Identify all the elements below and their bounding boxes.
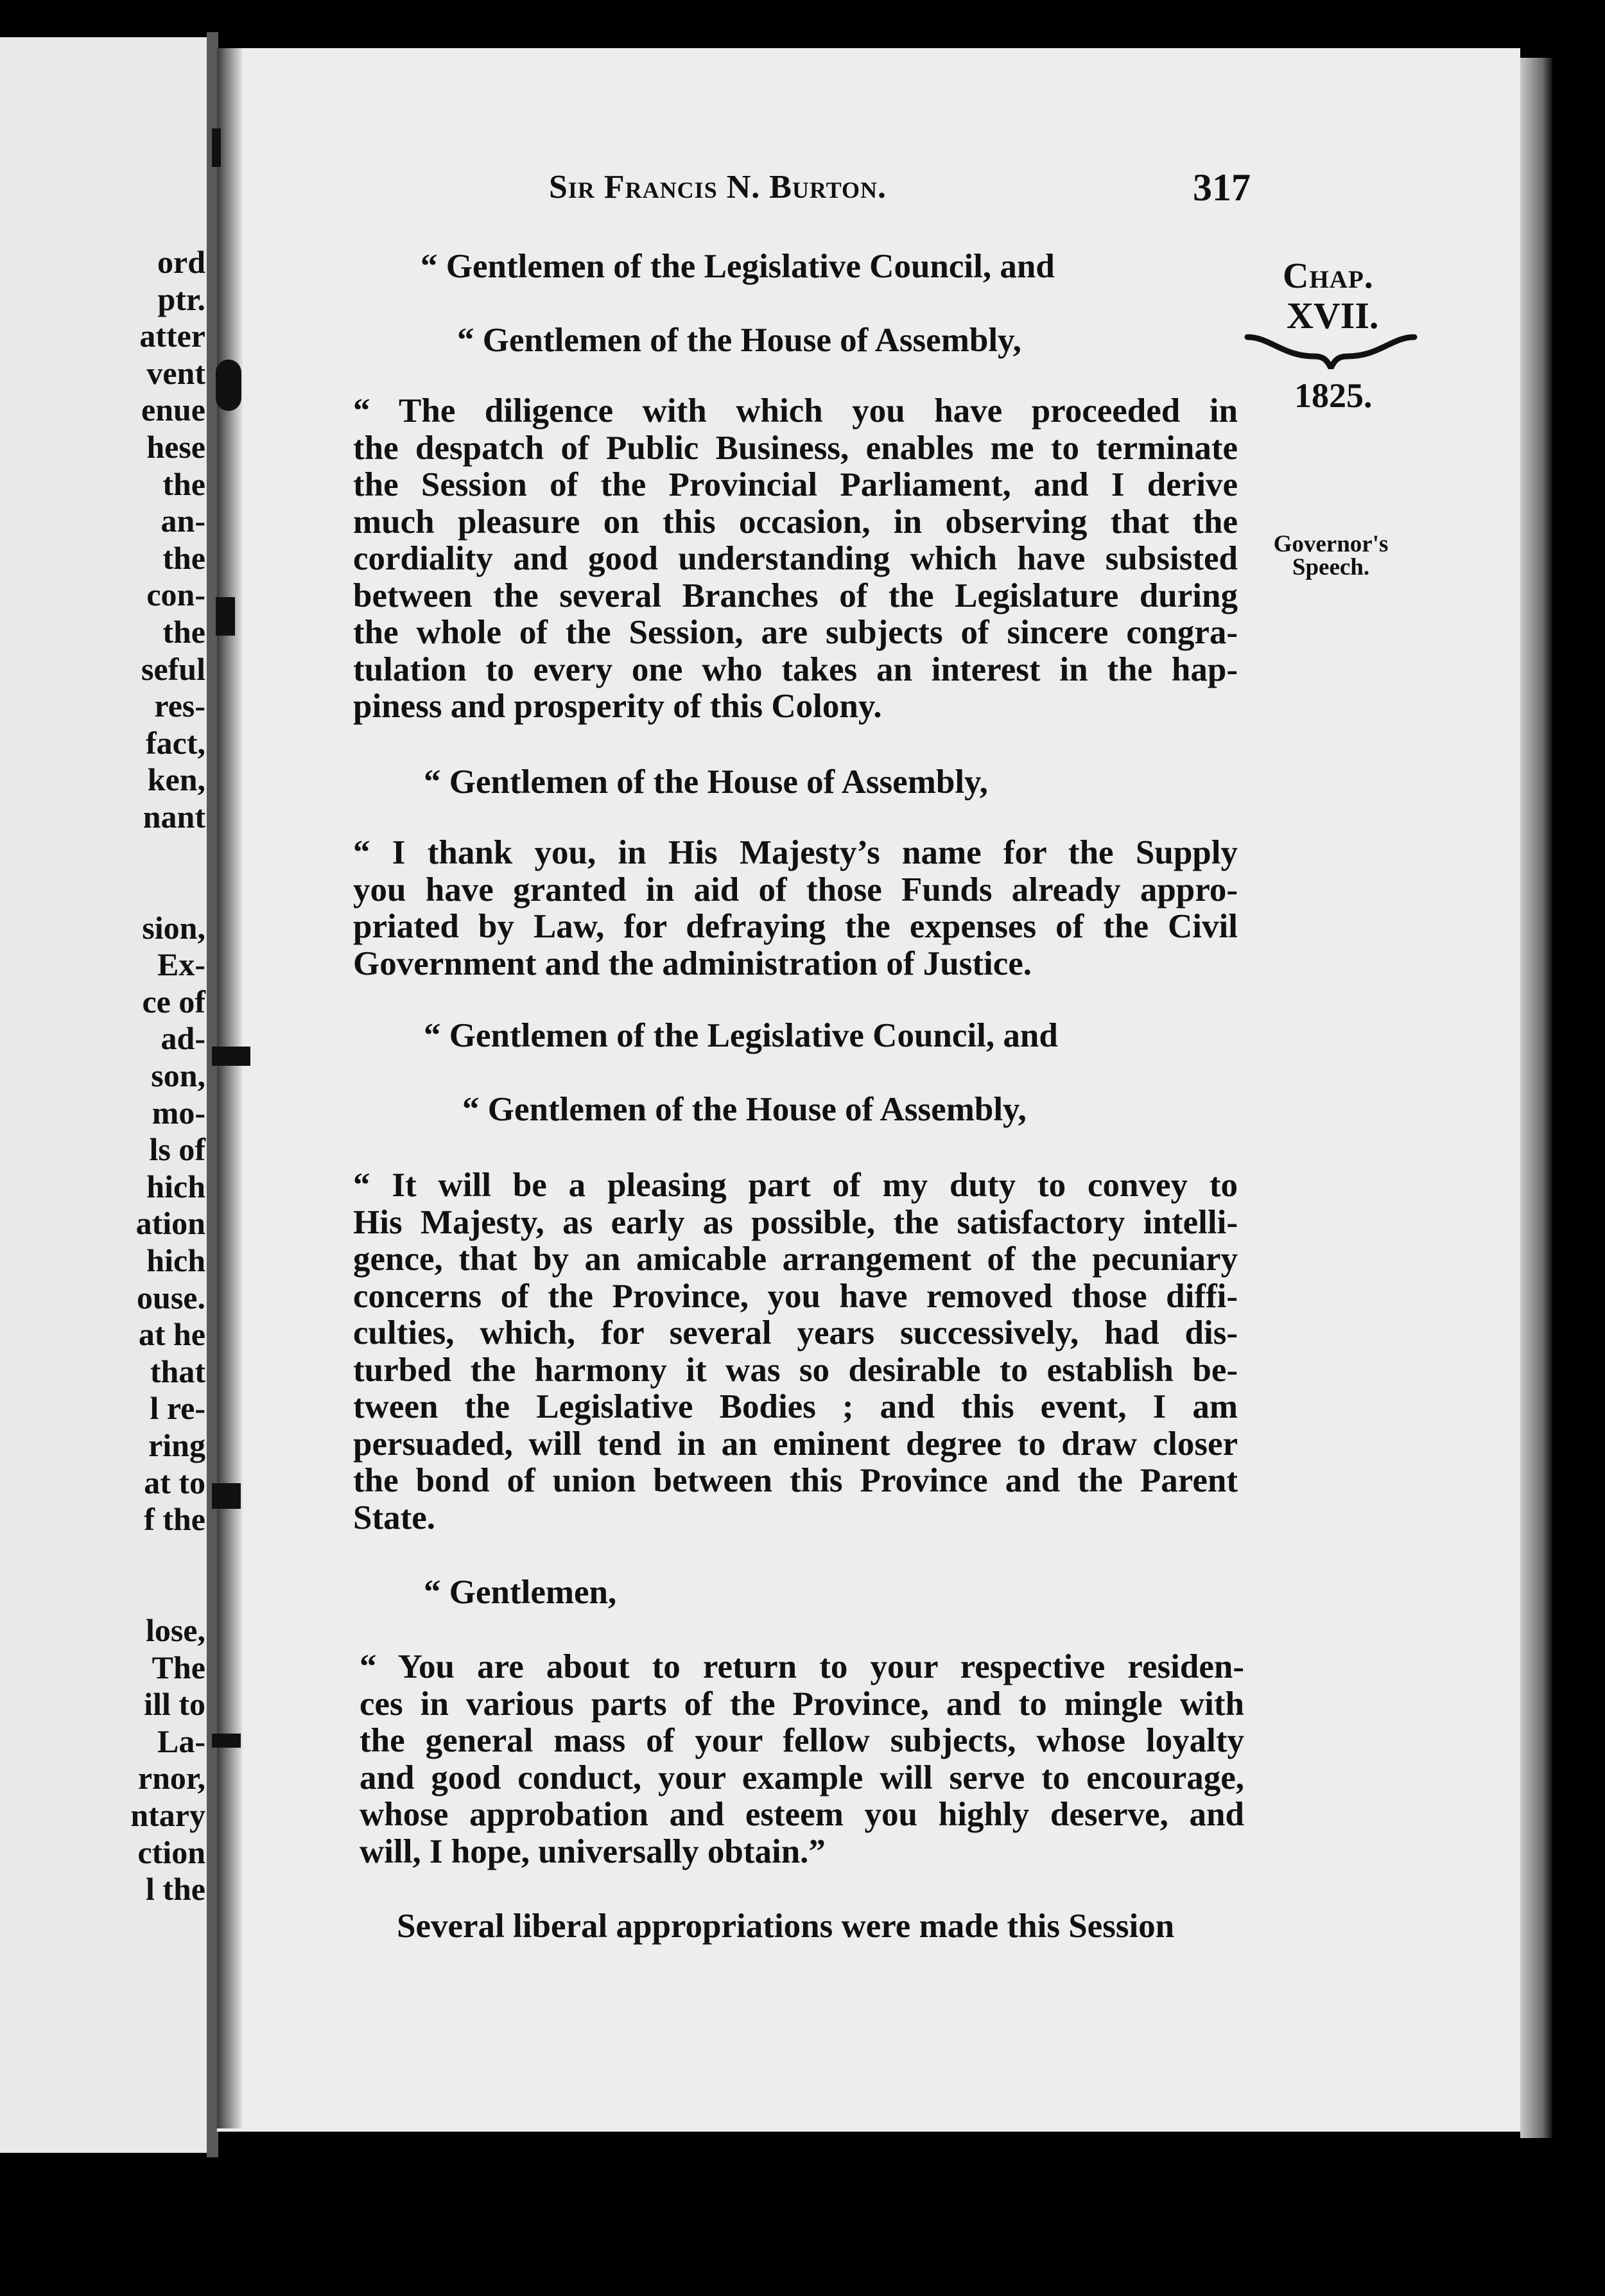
facing-page-line: l the (145, 1871, 205, 1908)
facing-page-line: the (162, 539, 205, 576)
year-note: 1825. (1294, 376, 1373, 415)
facing-page-line: ill to (144, 1686, 205, 1723)
text-line: Government and the administration of Justice. (353, 944, 1032, 982)
facing-page-line: ntary (130, 1796, 205, 1833)
text-line: the bond of union between this Province and the Parent (353, 1462, 1238, 1499)
facing-page-line: the (162, 465, 205, 502)
binding-mark (212, 1047, 250, 1066)
facing-page-line: seful (141, 650, 205, 687)
text-line: His Majesty, as early as possible, the satisfactory intelli- (353, 1203, 1238, 1241)
facing-page-line: ring (148, 1427, 205, 1463)
facing-page-line: lose, (145, 1612, 205, 1648)
text-line: much pleasure on this occasion, in observing that the (353, 503, 1238, 541)
facing-page-line: ce of (142, 983, 205, 1020)
address-heading: “ Gentlemen of the House of Assembly, (457, 322, 1021, 359)
binding-mark (216, 597, 235, 636)
facing-page-line: at he (138, 1316, 205, 1353)
paragraph (353, 835, 1238, 982)
facing-page-line: hese (146, 428, 205, 465)
text-line: the whole of the Session, are subjects of sincere congra- (353, 614, 1238, 651)
text-line: the general mass of your fellow subjects, whose loyalty (360, 1722, 1244, 1759)
text-line: ces in various parts of the Province, and to mingle with (360, 1685, 1244, 1723)
text-line: “ It will be a pleasing part of my duty to convey to (353, 1167, 1238, 1204)
facing-page-line: ouse. (137, 1279, 205, 1316)
text-line: “ You are about to return to your respective residen- (360, 1648, 1244, 1685)
facing-page-line: that (150, 1353, 205, 1389)
running-head: Sir Francis N. Burton. (549, 169, 887, 205)
paragraph (360, 1649, 1244, 1870)
address-heading: “ Gentlemen of the Legislative Council, and (421, 248, 1055, 285)
facing-page-line: son, (151, 1057, 205, 1094)
facing-page-line: mo- (152, 1094, 205, 1131)
chapter-number: XVII. (1287, 295, 1379, 336)
text-line: persuaded, will tend in an eminent degree to draw closer (353, 1425, 1238, 1463)
text-line: whose approbation and esteem you highly deserve, and (360, 1796, 1244, 1833)
facing-page-line: The (152, 1649, 205, 1685)
sidenote-line: Governor's (1273, 531, 1389, 557)
facing-page-left (0, 37, 212, 2153)
facing-page-line: con- (146, 577, 205, 613)
text-line: tween the Legislative Bodies ; and this event, I am (353, 1388, 1238, 1425)
text-line: turbed the harmony it was so desirable to establish be- (353, 1351, 1238, 1389)
text-line: State. (353, 1499, 436, 1536)
facing-page-line: ad- (160, 1020, 205, 1057)
text-line: “ The diligence with which you have proceeded in (353, 392, 1238, 430)
address-heading: “ Gentlemen, (424, 1574, 617, 1611)
facing-page-line: Ex- (157, 946, 205, 983)
facing-page-line: f the (144, 1501, 205, 1538)
facing-page-line: nant (143, 798, 205, 835)
binding-mark (212, 128, 221, 167)
text-line: culties, which, for several years successively, had dis- (353, 1314, 1238, 1352)
text-line: priated by Law, for defraying the expenses of the Civil (353, 908, 1238, 945)
facing-page-line: hich (146, 1168, 205, 1205)
binding-mark (212, 1734, 241, 1748)
facing-page-line: fact, (146, 724, 205, 761)
facing-page-line: the (162, 613, 205, 650)
paragraph (353, 1167, 1238, 1536)
text-line: and good conduct, your example will serve to encourage, (360, 1759, 1244, 1796)
text-line: piness and prosperity of this Colony. (353, 688, 882, 725)
text-line: cordiality and good understanding which have subsisted (353, 540, 1238, 577)
facing-page-line: at to (144, 1464, 205, 1500)
text-line: concerns of the Province, you have removed those diffi- (353, 1277, 1238, 1315)
facing-page-line: enue (141, 392, 205, 428)
page-edge-shadow (1520, 58, 1552, 2138)
text-line: gence, that by an amicable arrangement of the pecuniary (353, 1240, 1238, 1278)
curly-brace-ornament (1244, 331, 1418, 369)
address-heading: “ Gentlemen of the House of Assembly, (462, 1091, 1027, 1128)
closing-line: Several liberal appropriations were made this Session (397, 1908, 1175, 1945)
facing-page-line: ken, (147, 761, 205, 798)
facing-page-line: La- (157, 1723, 205, 1759)
facing-page-line: atter (139, 318, 205, 354)
paragraph (353, 393, 1238, 726)
text-line: “ I thank you, in His Majesty’s name for the Supply (353, 834, 1238, 871)
binding-mark (212, 1483, 241, 1509)
facing-page-line: ptr. (157, 281, 205, 317)
facing-page-line: res- (154, 688, 205, 724)
facing-page-line: ord (157, 244, 205, 280)
facing-page-line: l re- (150, 1390, 205, 1427)
facing-page-line: hich (146, 1242, 205, 1279)
facing-page-line: ls of (149, 1131, 205, 1168)
facing-page-line: an- (160, 503, 205, 539)
facing-page-line: ction (137, 1834, 205, 1870)
address-heading: “ Gentlemen of the House of Assembly, (424, 763, 988, 801)
text-line: will, I hope, universally obtain.” (360, 1832, 826, 1870)
facing-page-line: rnor, (137, 1760, 205, 1796)
address-heading: “ Gentlemen of the Legislative Council, and (424, 1017, 1058, 1054)
facing-page-line: sion, (142, 909, 205, 946)
text-line: the Session of the Provincial Parliament, and I derive (353, 466, 1238, 503)
text-line: tulation to every one who takes an interest in the hap- (353, 650, 1238, 688)
facing-page-text-fragments (130, 244, 205, 1908)
facing-page-line: ation (135, 1205, 205, 1242)
text-line: between the several Branches of the Legislature during (353, 577, 1238, 614)
facing-page-line: vent (146, 354, 205, 391)
sidenote-line: Speech. (1292, 554, 1370, 580)
text-line: the despatch of Public Business, enables me to terminate (353, 429, 1238, 467)
text-line: you have granted in aid of those Funds already appro- (353, 871, 1238, 909)
chapter-label: Chap. (1283, 256, 1374, 296)
page-number: 317 (1193, 166, 1251, 209)
margin-sidenote (1270, 533, 1392, 579)
binding-mark (216, 360, 241, 411)
